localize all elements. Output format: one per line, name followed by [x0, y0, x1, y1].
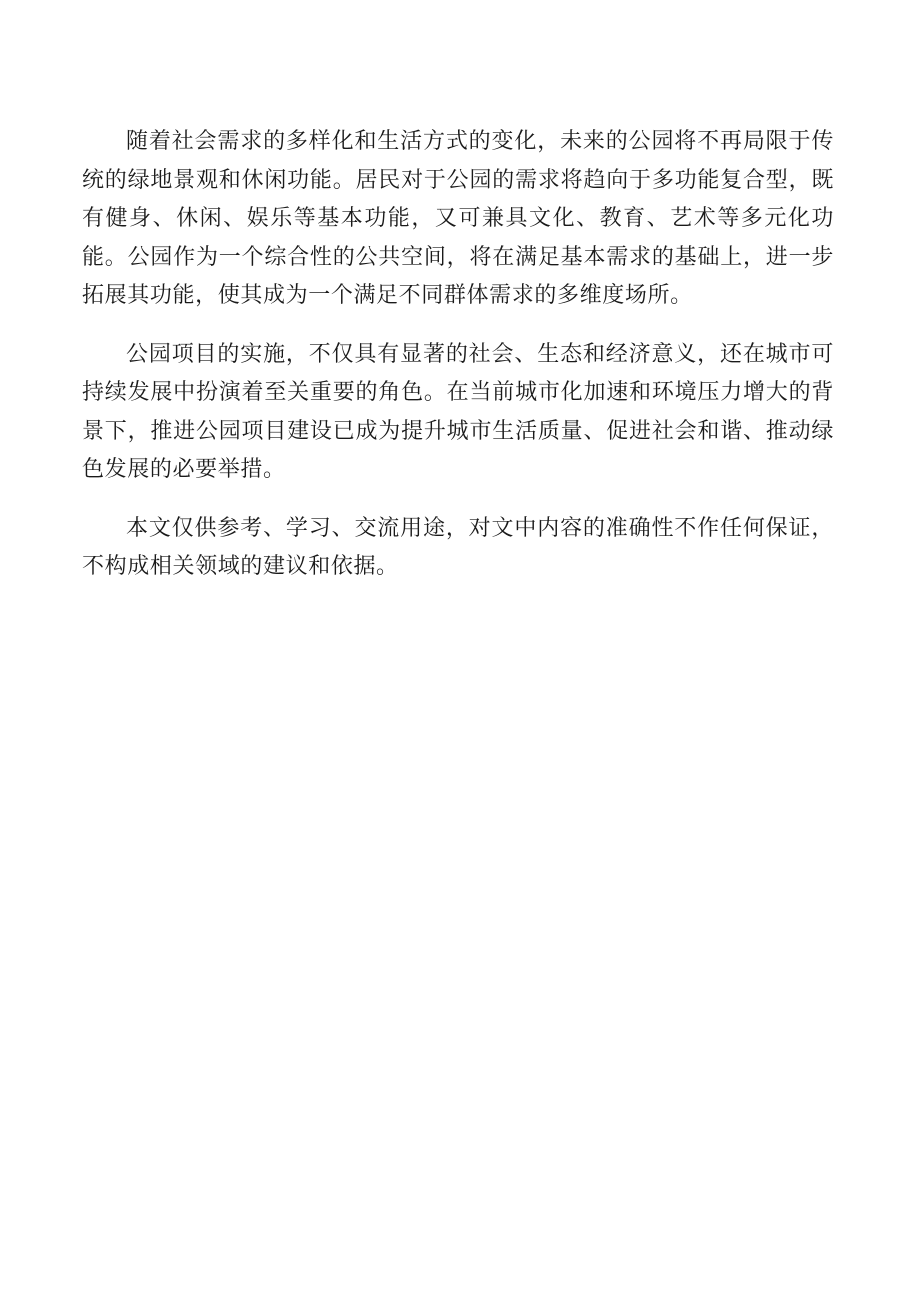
paragraph-park-function-trends: 随着社会需求的多样化和生活方式的变化，未来的公园将不再局限于传统的绿地景观和休闲功能。居民对于公园的需求将趋向于多功能复合型，既有健身、休闲、娱乐等基本功能，又可兼具文化、教育、艺术等多元化功能。公园作为一个综合性的公共空间，将在满足基本需求的基础上，进一步拓展其功能，使其成为一个满足不同群体需求的多维度场所。 [82, 129, 834, 308]
paragraph-project-significance: 公园项目的实施，不仅具有显著的社会、生态和经济意义，还在城市可持续发展中扮演着至关重要的角色。在当前城市化加速和环境压力增大的背景下，推进公园项目建设已成为提升城市生活质量、促进社会和谐、推动绿色发展的必要举措。 [82, 341, 834, 482]
document-body [82, 123, 834, 607]
paragraph-disclaimer: 本文仅供参考、学习、交流用途，对文中内容的准确性不作任何保证，不构成相关领域的建议和依据。 [82, 515, 834, 579]
